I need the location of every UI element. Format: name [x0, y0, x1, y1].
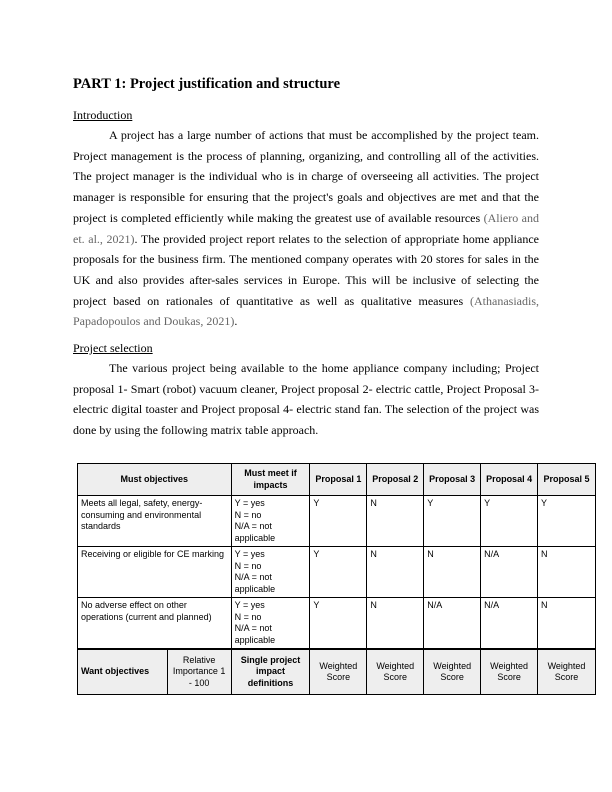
proposal-header: Proposal 3 — [424, 464, 481, 496]
table-row — [78, 496, 596, 547]
value-cell: Y — [538, 496, 596, 547]
value-cell: N — [367, 547, 424, 598]
value-cell: N/A — [481, 598, 538, 650]
objective-cell: Receiving or eligible for CE marking — [78, 547, 232, 598]
value-cell: Y — [310, 496, 367, 547]
value-cell: N/A — [481, 547, 538, 598]
relative-importance-cell: Relative Importance 1 - 100 — [167, 649, 231, 695]
value-cell: Y — [481, 496, 538, 547]
intro-subheading: Introduction — [73, 108, 133, 122]
legend-na: N/A = not applicable — [234, 572, 276, 594]
legend-no: N = no — [234, 560, 262, 571]
intro-citation-1: (Aliero and et. al., 2021) — [73, 210, 539, 246]
intro-citation-2: (Athanasiadis, Papadopoulos and Doukas, 2021) — [73, 293, 539, 329]
weighted-score-cell: Weighted Score — [481, 649, 538, 695]
legend-cell — [231, 547, 310, 598]
want-objectives-row — [78, 649, 596, 695]
selection-matrix-table — [77, 463, 596, 695]
value-cell: N — [538, 547, 596, 598]
intro-text-2: . The provided project report relates to the selection of appropriate home appliance proposals for the business firm. The mentioned company operates with 20 stores for sales in the UK and also provides after-sales services in Europe. This will be inclusive of selecting the project based on rationales of quantitative as well as qualitative measures — [73, 231, 539, 308]
value-cell: N/A — [424, 598, 481, 650]
legend-cell — [231, 598, 310, 650]
legend-yes: Y = yes — [234, 600, 265, 610]
intro-text-3: . — [234, 314, 238, 329]
legend-na: N/A = not applicable — [234, 521, 276, 543]
proposal-header: Proposal 2 — [367, 464, 424, 496]
proposal-header: Proposal 4 — [481, 464, 538, 496]
proposal-header: Proposal 1 — [310, 464, 367, 496]
want-objectives-label: Want objectives — [78, 649, 168, 695]
page-heading: PART 1: Project justification and structure — [73, 76, 341, 92]
value-cell: Y — [424, 496, 481, 547]
value-cell: N — [424, 547, 481, 598]
proposal-header: Proposal 5 — [538, 464, 596, 496]
intro-paragraph — [73, 125, 539, 332]
legend-no: N = no — [234, 611, 262, 622]
selection-subheading: Project selection — [73, 341, 153, 355]
value-cell: Y — [310, 598, 367, 650]
weighted-score-cell: Weighted Score — [424, 649, 481, 695]
legend-na: N/A = not applicable — [234, 623, 276, 645]
value-cell: N — [367, 496, 424, 547]
weighted-score-cell: Weighted Score — [538, 649, 596, 695]
legend-yes: Y = yes — [234, 498, 265, 508]
weighted-score-cell: Weighted Score — [310, 649, 367, 695]
table-row — [78, 547, 596, 598]
impact-definitions-cell: Single project impact definitions — [231, 649, 310, 695]
value-cell: N — [538, 598, 596, 650]
weighted-score-cell: Weighted Score — [367, 649, 424, 695]
table-row — [78, 598, 596, 650]
legend-no: N = no — [234, 509, 262, 520]
must-meet-header: Must meet if impacts — [231, 464, 310, 496]
must-objectives-header: Must objectives — [78, 464, 232, 496]
value-cell: Y — [310, 547, 367, 598]
value-cell: N — [367, 598, 424, 650]
objective-cell: Meets all legal, safety, energy-consuming and environmental standards — [78, 496, 232, 547]
selection-paragraph: The various project being available to the home appliance company including; Project proposal 1- Smart (robot) vacuum cleaner, Project proposal 2- electric cattle, Project Proposal 3- electric digital toaster and Project proposal 4- electric stand fan. The selection of the project was done by using the following matrix table approach. — [73, 361, 539, 438]
intro-text: A project has a large number of actions that must be accomplished by the project team. Project management is the process of planning, organizing, and controlling all of the activities. The project manager is the individual who is in charge of overseeing all activities. The project manager is responsible for ensuring that the project's goals and objectives are met and that the project is completed efficiently while making the greatest use of available resources — [73, 128, 539, 225]
legend-yes: Y = yes — [234, 549, 265, 559]
objective-cell: No adverse effect on other operations (current and planned) — [78, 598, 232, 650]
table-header-row — [78, 464, 596, 496]
legend-cell — [231, 496, 310, 547]
